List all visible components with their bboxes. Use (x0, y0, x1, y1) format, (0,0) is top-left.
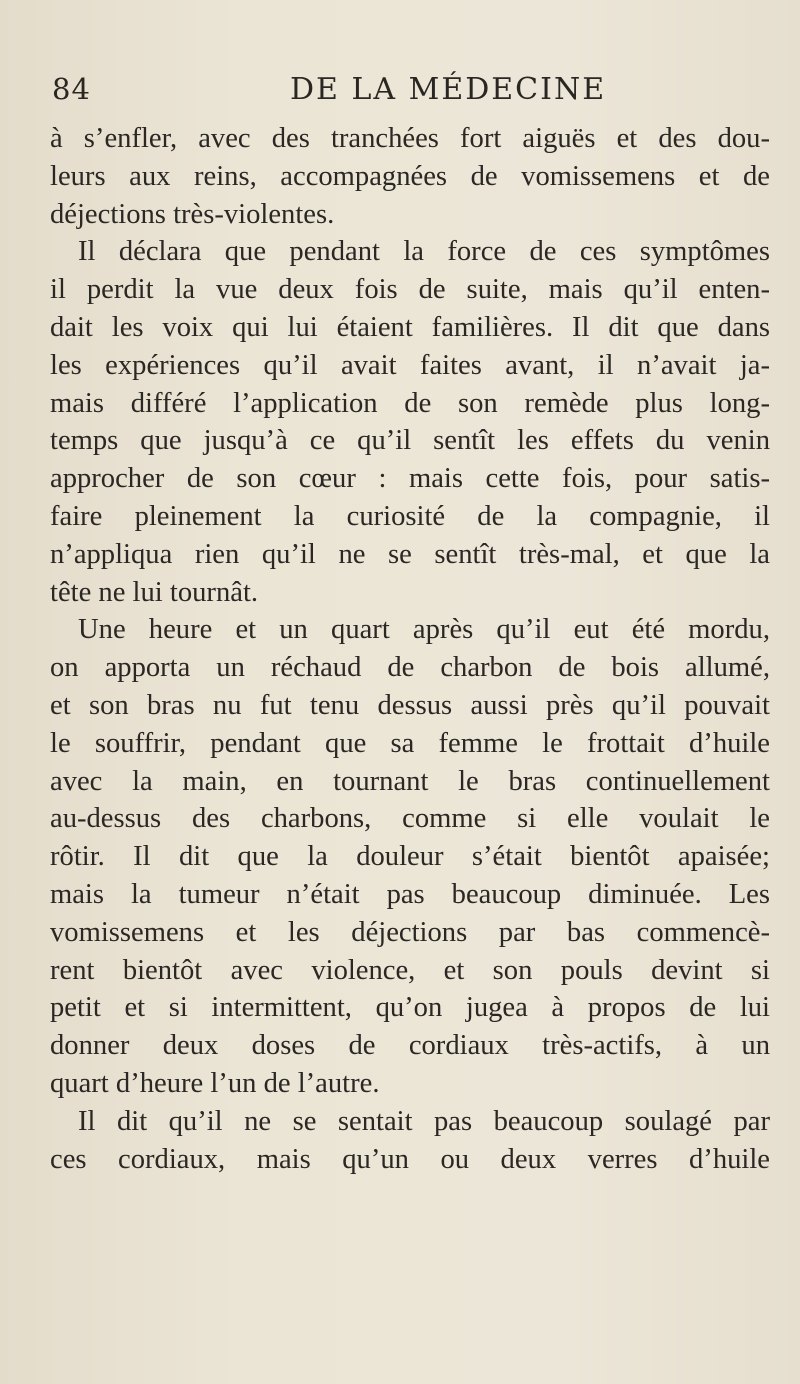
text-line: n’appliqua rien qu’il ne se sentît très-mal, et que la (50, 538, 770, 570)
text-line: il perdit la vue deux fois de suite, mais qu’il enten- (50, 274, 770, 306)
text-line: vomissemens et les déjections par bas commencè- (50, 916, 770, 948)
text-line: avec la main, en tournant le bras continuellement (50, 765, 770, 797)
page-header (52, 72, 752, 116)
text-line: Une heure et un quart après qu’il eut été mordu, (78, 614, 770, 646)
text-line: dait les voix qui lui étaient familières. Il dit que dans (50, 311, 770, 343)
text-line: déjections très-violentes. (50, 198, 335, 230)
text-line: et son bras nu fut tenu dessus aussi près qu’il pouvait (50, 689, 770, 721)
text-line: on apporta un réchaud de charbon de bois allumé, (50, 652, 770, 684)
text-line: Il dit qu’il ne se sentait pas beaucoup soulagé par (78, 1105, 770, 1137)
body-text (50, 120, 770, 1178)
text-line: les expériences qu’il avait faites avant, il n’avait ja- (50, 349, 770, 381)
text-line: ces cordiaux, mais qu’un ou deux verres d’huile (50, 1143, 770, 1175)
text-line: approcher de son cœur : mais cette fois, pour satis- (50, 463, 770, 495)
text-line: donner deux doses de cordiaux très-actifs, à un (50, 1030, 770, 1062)
running-head: DE LA MÉDECINE (290, 72, 607, 107)
text-line: rôtir. Il dit que la douleur s’était bientôt apaisée; (50, 841, 770, 873)
text-line: le souffrir, pendant que sa femme le frottait d’huile (50, 727, 770, 759)
text-line: quart d’heure l’un de l’autre. (50, 1067, 380, 1099)
text-line: mais différé l’application de son remède plus long- (50, 387, 770, 419)
text-line: à s’enfler, avec des tranchées fort aiguës et des dou- (50, 123, 770, 154)
text-line: Il déclara que pendant la force de ces symptômes (78, 236, 770, 268)
page-number: 84 (52, 72, 91, 106)
text-line: petit et si intermittent, qu’on jugea à propos de lui (50, 992, 770, 1024)
text-line: au-dessus des charbons, comme si elle voulait le (50, 803, 770, 835)
text-line: temps que jusqu’à ce qu’il sentît les effets du venin (50, 425, 770, 457)
text-line: mais la tumeur n’était pas beaucoup diminuée. Les (50, 878, 770, 910)
text-line: faire pleinement la curiosité de la compagnie, il (50, 500, 770, 532)
text-line: rent bientôt avec violence, et son pouls devint si (50, 954, 770, 986)
text-line: leurs aux reins, accompagnées de vomissemens et de (50, 160, 770, 192)
text-line: tête ne lui tournât. (50, 576, 259, 608)
